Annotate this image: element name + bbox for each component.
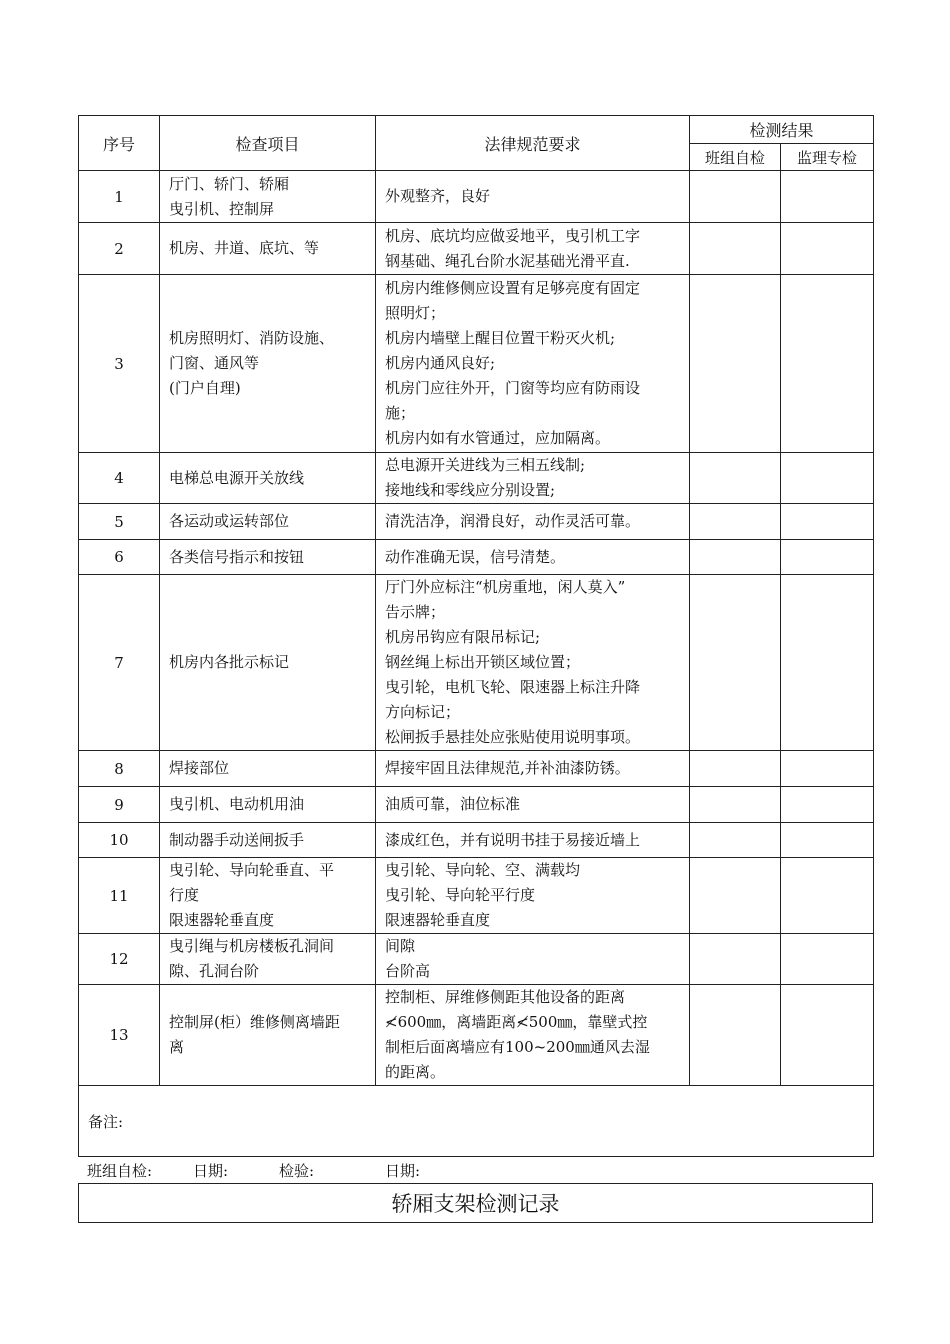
requirement-line: 照明灯； — [385, 304, 446, 322]
inspection-item-line: 电梯总电源开关放线 — [169, 468, 305, 487]
self-check-cell[interactable] — [690, 223, 781, 275]
inspection-item-line: 隙、孔洞台阶 — [169, 962, 260, 980]
requirement — [376, 985, 690, 1086]
requirement-line: 曳引轮、导向轮、空、满载均 — [385, 861, 581, 879]
inspection-item-line: 离 — [169, 1038, 185, 1056]
requirement-line: 限速器轮垂直度 — [385, 911, 491, 929]
inspect-label: 检验: — [279, 1161, 315, 1180]
requirement-line: 钢丝绳上标出开锁区域位置； — [385, 653, 581, 671]
table-row — [79, 934, 874, 985]
next-record-title — [78, 1183, 873, 1223]
table-row — [79, 223, 874, 275]
requirement-line: 方向标记； — [385, 703, 461, 721]
inspection-item-line: 曳引轮、导向轮垂直、平 — [169, 861, 335, 879]
inspection-item — [160, 275, 376, 453]
next-record-title-text: 轿厢支架检测记录 — [391, 1192, 560, 1216]
requirement — [376, 934, 690, 985]
inspection-table — [78, 115, 874, 1157]
inspection-item-line: 焊接部位 — [169, 759, 230, 777]
table-row — [79, 504, 874, 540]
inspection-item-line: 机房照明灯、消防设施、 — [169, 329, 335, 347]
row-number: 9 — [79, 787, 160, 823]
inspection-item-line: 门窗、通风等 — [169, 354, 260, 372]
row-number: 10 — [79, 823, 160, 858]
requirement — [376, 823, 690, 858]
self-check-cell[interactable] — [690, 275, 781, 453]
table-row — [79, 985, 874, 1086]
self-check-cell[interactable] — [690, 858, 781, 934]
inspection-item — [160, 787, 376, 823]
header-self-check: 班组自检 — [690, 144, 781, 171]
requirement-line: 动作准确无误，信号清楚。 — [385, 547, 566, 566]
inspection-item — [160, 504, 376, 540]
self-check-cell[interactable] — [690, 504, 781, 540]
inspection-item — [160, 540, 376, 575]
date-label-1: 日期: — [193, 1161, 229, 1180]
supervisor-check-cell[interactable] — [781, 934, 874, 985]
header-no: 序号 — [79, 116, 160, 171]
row-number: 13 — [79, 985, 160, 1086]
requirement-line: 机房、底坑均应做妥地平，曳引机工字 — [385, 226, 641, 245]
row-number: 3 — [79, 275, 160, 453]
inspection-item-line: 厅门、轿门、轿厢 — [169, 174, 290, 193]
table-row — [79, 858, 874, 934]
requirement-line: 间隙 — [385, 937, 416, 955]
inspection-item-line: 控制屏(柜）维修侧离墙距 — [169, 1013, 340, 1031]
requirement-line: 接地线和零线应分别设置; — [385, 481, 556, 499]
row-number: 1 — [79, 171, 160, 223]
supervisor-check-cell[interactable] — [781, 453, 874, 504]
requirement-line: 机房内如有水管通过，应加隔离。 — [385, 429, 611, 447]
supervisor-check-cell[interactable] — [781, 787, 874, 823]
self-check-label: 班组自检: — [87, 1161, 153, 1180]
supervisor-check-cell[interactable] — [781, 575, 874, 751]
self-check-cell[interactable] — [690, 934, 781, 985]
row-number: 6 — [79, 540, 160, 575]
row-number: 12 — [79, 934, 160, 985]
requirement-line: 曳引轮，电机飞轮、限速器上标注升降 — [385, 678, 641, 696]
row-number: 8 — [79, 751, 160, 787]
inspection-item-line: 各运动或运转部位 — [169, 512, 290, 530]
requirement-line: 焊接牢固且法律规范,并补油漆防锈。 — [385, 759, 630, 777]
requirement-line: 机房内墙壁上醒目位置干粉灭火机; — [385, 329, 616, 347]
inspection-item — [160, 823, 376, 858]
requirement-line: 厅门外应标注“机房重地，闲人莫入” — [385, 578, 626, 596]
self-check-cell[interactable] — [690, 823, 781, 858]
requirement-line: 漆成红色，并有说明书挂于易接近墙上 — [385, 830, 641, 849]
requirement-line: 外观整齐，良好 — [385, 187, 491, 205]
requirement-line: 机房内通风良好; — [385, 354, 496, 372]
self-check-cell[interactable] — [690, 171, 781, 223]
supervisor-check-cell[interactable] — [781, 275, 874, 453]
table-row — [79, 787, 874, 823]
requirement — [376, 751, 690, 787]
inspection-item-line: 机房内各批示标记 — [169, 653, 290, 671]
requirement-line: 钢基础、绳孔台阶水泥基础光滑平直. — [385, 251, 630, 270]
supervisor-check-cell[interactable] — [781, 823, 874, 858]
table-row — [79, 823, 874, 858]
inspection-item — [160, 985, 376, 1086]
requirement-line: ≮600㎜，离墙距离≮500㎜，靠壁式控 — [385, 1013, 648, 1031]
requirement-line: 清洗洁净，润滑良好，动作灵活可靠。 — [385, 512, 641, 530]
requirement — [376, 858, 690, 934]
requirement-line: 机房门应往外开，门窗等均应有防雨设 — [385, 379, 641, 397]
requirement-line: 曳引轮、导向轮平行度 — [385, 886, 536, 904]
inspection-item — [160, 453, 376, 504]
row-number: 11 — [79, 858, 160, 934]
self-check-cell[interactable] — [690, 787, 781, 823]
signature-line — [78, 1157, 873, 1183]
self-check-cell[interactable] — [690, 540, 781, 575]
inspection-item-line: (门户自理) — [169, 379, 241, 397]
inspection-item — [160, 575, 376, 751]
inspection-item-line: 曳引机、控制屏 — [169, 199, 275, 218]
table-body — [79, 171, 874, 1086]
date-label-2: 日期: — [385, 1161, 421, 1180]
requirement-line: 机房吊钩应有限吊标记; — [385, 628, 541, 646]
header-result: 检测结果 — [690, 116, 874, 144]
table-row — [79, 751, 874, 787]
inspection-record-page — [78, 115, 873, 1223]
table-row — [79, 453, 874, 504]
supervisor-check-cell[interactable] — [781, 858, 874, 934]
table-row — [79, 540, 874, 575]
requirement-line: 制柜后面离墙应有100~200㎜通风去湿 — [385, 1038, 650, 1056]
supervisor-check-cell[interactable] — [781, 171, 874, 223]
header-requirement: 法律规范要求 — [376, 116, 690, 171]
supervisor-check-cell[interactable] — [781, 223, 874, 275]
requirement-line: 总电源开关进线为三相五线制; — [385, 456, 586, 474]
inspection-item — [160, 858, 376, 934]
row-number: 2 — [79, 223, 160, 275]
supervisor-check-cell[interactable] — [781, 540, 874, 575]
requirement — [376, 275, 690, 453]
inspection-item-line: 曳引绳与机房楼板孔洞间 — [169, 937, 335, 955]
inspection-item-line: 机房、井道、底坑、等 — [169, 239, 320, 257]
supervisor-check-cell[interactable] — [781, 751, 874, 787]
row-number: 7 — [79, 575, 160, 751]
header-item: 检查项目 — [160, 116, 376, 171]
requirement — [376, 504, 690, 540]
requirement — [376, 223, 690, 275]
requirement-line: 告示牌； — [385, 603, 446, 621]
inspection-item-line: 限速器轮垂直度 — [169, 911, 275, 929]
table-row — [79, 275, 874, 453]
inspection-item — [160, 751, 376, 787]
remark-label: 备注: — [88, 1112, 124, 1131]
requirement — [376, 453, 690, 504]
inspection-item-line: 制动器手动送闸扳手 — [169, 830, 305, 849]
self-check-cell[interactable] — [690, 575, 781, 751]
self-check-cell[interactable] — [690, 453, 781, 504]
supervisor-check-cell[interactable] — [781, 504, 874, 540]
inspection-item — [160, 934, 376, 985]
self-check-cell[interactable] — [690, 985, 781, 1086]
self-check-cell[interactable] — [690, 751, 781, 787]
requirement — [376, 540, 690, 575]
row-number: 4 — [79, 453, 160, 504]
inspection-item-line: 曳引机、电动机用油 — [169, 795, 305, 813]
inspection-item — [160, 171, 376, 223]
requirement-line: 松闸扳手悬挂处应张贴使用说明事项。 — [385, 728, 641, 746]
requirement-line: 机房内维修侧应设置有足够亮度有固定 — [385, 279, 641, 297]
inspection-item-line: 行度 — [169, 886, 200, 904]
table-row — [79, 171, 874, 223]
requirement-line: 台阶高 — [385, 962, 431, 980]
requirement-line: 控制柜、屏维修侧距其他设备的距离 — [385, 988, 626, 1006]
requirement — [376, 787, 690, 823]
requirement-line: 油质可靠，油位标准 — [385, 795, 521, 813]
row-number: 5 — [79, 504, 160, 540]
supervisor-check-cell[interactable] — [781, 985, 874, 1086]
requirement — [376, 171, 690, 223]
remark-cell — [79, 1086, 874, 1157]
table-row — [79, 575, 874, 751]
inspection-item — [160, 223, 376, 275]
requirement-line: 的距离。 — [385, 1063, 446, 1081]
requirement — [376, 575, 690, 751]
header-supervisor-check: 监理专检 — [781, 144, 874, 171]
requirement-line: 施； — [385, 404, 416, 422]
inspection-item-line: 各类信号指示和按钮 — [169, 547, 305, 566]
